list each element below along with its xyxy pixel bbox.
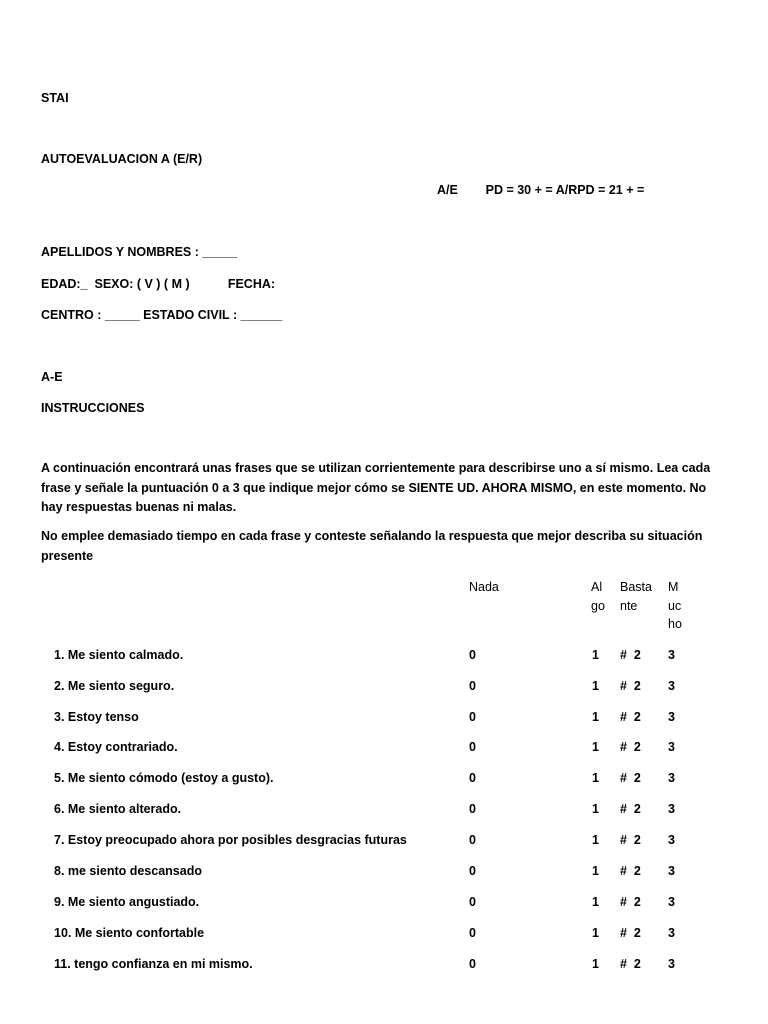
question-text: 3. Estoy tenso (54, 710, 139, 724)
option-nada[interactable]: 0 (469, 679, 476, 693)
question-row (0, 710, 768, 728)
instructions-paragraph-2: No emplee demasiado tiempo en cada frase y conteste señalando la respuesta que mejor describa su situación presente (41, 529, 703, 563)
option-algo[interactable]: 1 (592, 957, 599, 971)
option-nada[interactable]: 0 (469, 957, 476, 971)
option-algo[interactable]: 1 (592, 864, 599, 878)
header-algo-line-1: Al (591, 580, 603, 594)
question-row (0, 679, 768, 697)
option-bastante[interactable]: # 2 (620, 895, 641, 909)
option-mucho[interactable]: 3 (668, 957, 675, 971)
question-text: 7. Estoy preocupado ahora por posibles desgracias futuras (54, 833, 407, 847)
question-row (0, 957, 768, 975)
option-nada[interactable]: 0 (469, 740, 476, 754)
center-status-field: CENTRO : _____ ESTADO CIVIL : ______ (41, 308, 283, 322)
option-nada[interactable]: 0 (469, 802, 476, 816)
document-title: STAI (41, 91, 69, 105)
instructions-heading: INSTRUCCIONES (41, 401, 145, 415)
header-algo (591, 578, 605, 615)
option-bastante[interactable]: # 2 (620, 710, 641, 724)
option-mucho[interactable]: 3 (668, 802, 675, 816)
question-text: 1. Me siento calmado. (54, 648, 184, 662)
age-sex-date-field: EDAD:_ SEXO: ( V ) ( M ) FECHA: (41, 277, 276, 291)
option-algo[interactable]: 1 (592, 771, 599, 785)
header-algo-line-2: go (591, 598, 605, 613)
option-algo[interactable]: 1 (592, 710, 599, 724)
header-bastante-line-2: nte (620, 598, 638, 613)
option-bastante[interactable]: # 2 (620, 679, 641, 693)
document-subtitle: AUTOEVALUACION A (E/R) (41, 152, 203, 166)
option-mucho[interactable]: 3 (668, 864, 675, 878)
option-algo[interactable]: 1 (592, 895, 599, 909)
option-mucho[interactable]: 3 (668, 679, 675, 693)
question-text: 5. Me siento cómodo (estoy a gusto). (54, 771, 274, 785)
option-algo[interactable]: 1 (592, 648, 599, 662)
option-mucho[interactable]: 3 (668, 740, 675, 754)
option-bastante[interactable]: # 2 (620, 926, 641, 940)
option-bastante[interactable]: # 2 (620, 771, 641, 785)
option-nada[interactable]: 0 (469, 710, 476, 724)
question-text: 6. Me siento alterado. (54, 802, 182, 816)
header-mucho-line-1: M (668, 580, 679, 594)
option-nada[interactable]: 0 (469, 926, 476, 940)
option-bastante[interactable]: # 2 (620, 957, 641, 971)
header-bastante (620, 578, 652, 615)
header-bastante-line-1: Basta (620, 580, 652, 594)
option-mucho[interactable]: 3 (668, 710, 675, 724)
scoring-line: A/E PD = 30 + = A/RPD = 21 + = (437, 183, 645, 197)
question-text: 2. Me siento seguro. (54, 679, 175, 693)
option-algo[interactable]: 1 (592, 802, 599, 816)
option-mucho[interactable]: 3 (668, 895, 675, 909)
option-bastante[interactable]: # 2 (620, 802, 641, 816)
question-text: 10. Me siento confortable (54, 926, 205, 940)
name-field: APELLIDOS Y NOMBRES : _____ (41, 245, 238, 259)
question-row (0, 740, 768, 758)
header-nada: Nada (469, 580, 499, 594)
option-algo[interactable]: 1 (592, 740, 599, 754)
option-mucho[interactable]: 3 (668, 771, 675, 785)
option-algo[interactable]: 1 (592, 926, 599, 940)
option-bastante[interactable]: # 2 (620, 833, 641, 847)
header-mucho (668, 578, 682, 634)
question-text: 11. tengo confianza en mi mismo. (54, 957, 253, 971)
option-nada[interactable]: 0 (469, 648, 476, 662)
question-text: 4. Estoy contrariado. (54, 740, 178, 754)
header-mucho-line-3: ho (668, 617, 682, 631)
question-row (0, 833, 768, 851)
option-bastante[interactable]: # 2 (620, 740, 641, 754)
question-row (0, 864, 768, 882)
option-bastante[interactable]: # 2 (620, 864, 641, 878)
question-text: 8. me siento descansado (54, 864, 202, 878)
option-mucho[interactable]: 3 (668, 833, 675, 847)
question-row (0, 648, 768, 666)
option-nada[interactable]: 0 (469, 895, 476, 909)
option-mucho[interactable]: 3 (668, 926, 675, 940)
option-bastante[interactable]: # 2 (620, 648, 641, 662)
question-row (0, 771, 768, 789)
option-algo[interactable]: 1 (592, 679, 599, 693)
instructions-paragraph-1: A continuación encontrará unas frases que se utilizan corrientemente para describirse uno a sí mismo. Lea cada frase y señale la puntuación 0 a 3 que indique mejor cómo se SIENTE UD. AHORA MISMO, en este momento. No hay respuestas buenas ni malas. (41, 461, 711, 514)
question-row (0, 802, 768, 820)
option-algo[interactable]: 1 (592, 833, 599, 847)
section-code: A-E (41, 370, 63, 384)
option-nada[interactable]: 0 (469, 833, 476, 847)
option-nada[interactable]: 0 (469, 864, 476, 878)
question-row (0, 895, 768, 913)
question-row (0, 926, 768, 944)
option-mucho[interactable]: 3 (668, 648, 675, 662)
option-nada[interactable]: 0 (469, 771, 476, 785)
header-mucho-line-2: uc (668, 598, 682, 613)
question-text: 9. Me siento angustiado. (54, 895, 200, 909)
